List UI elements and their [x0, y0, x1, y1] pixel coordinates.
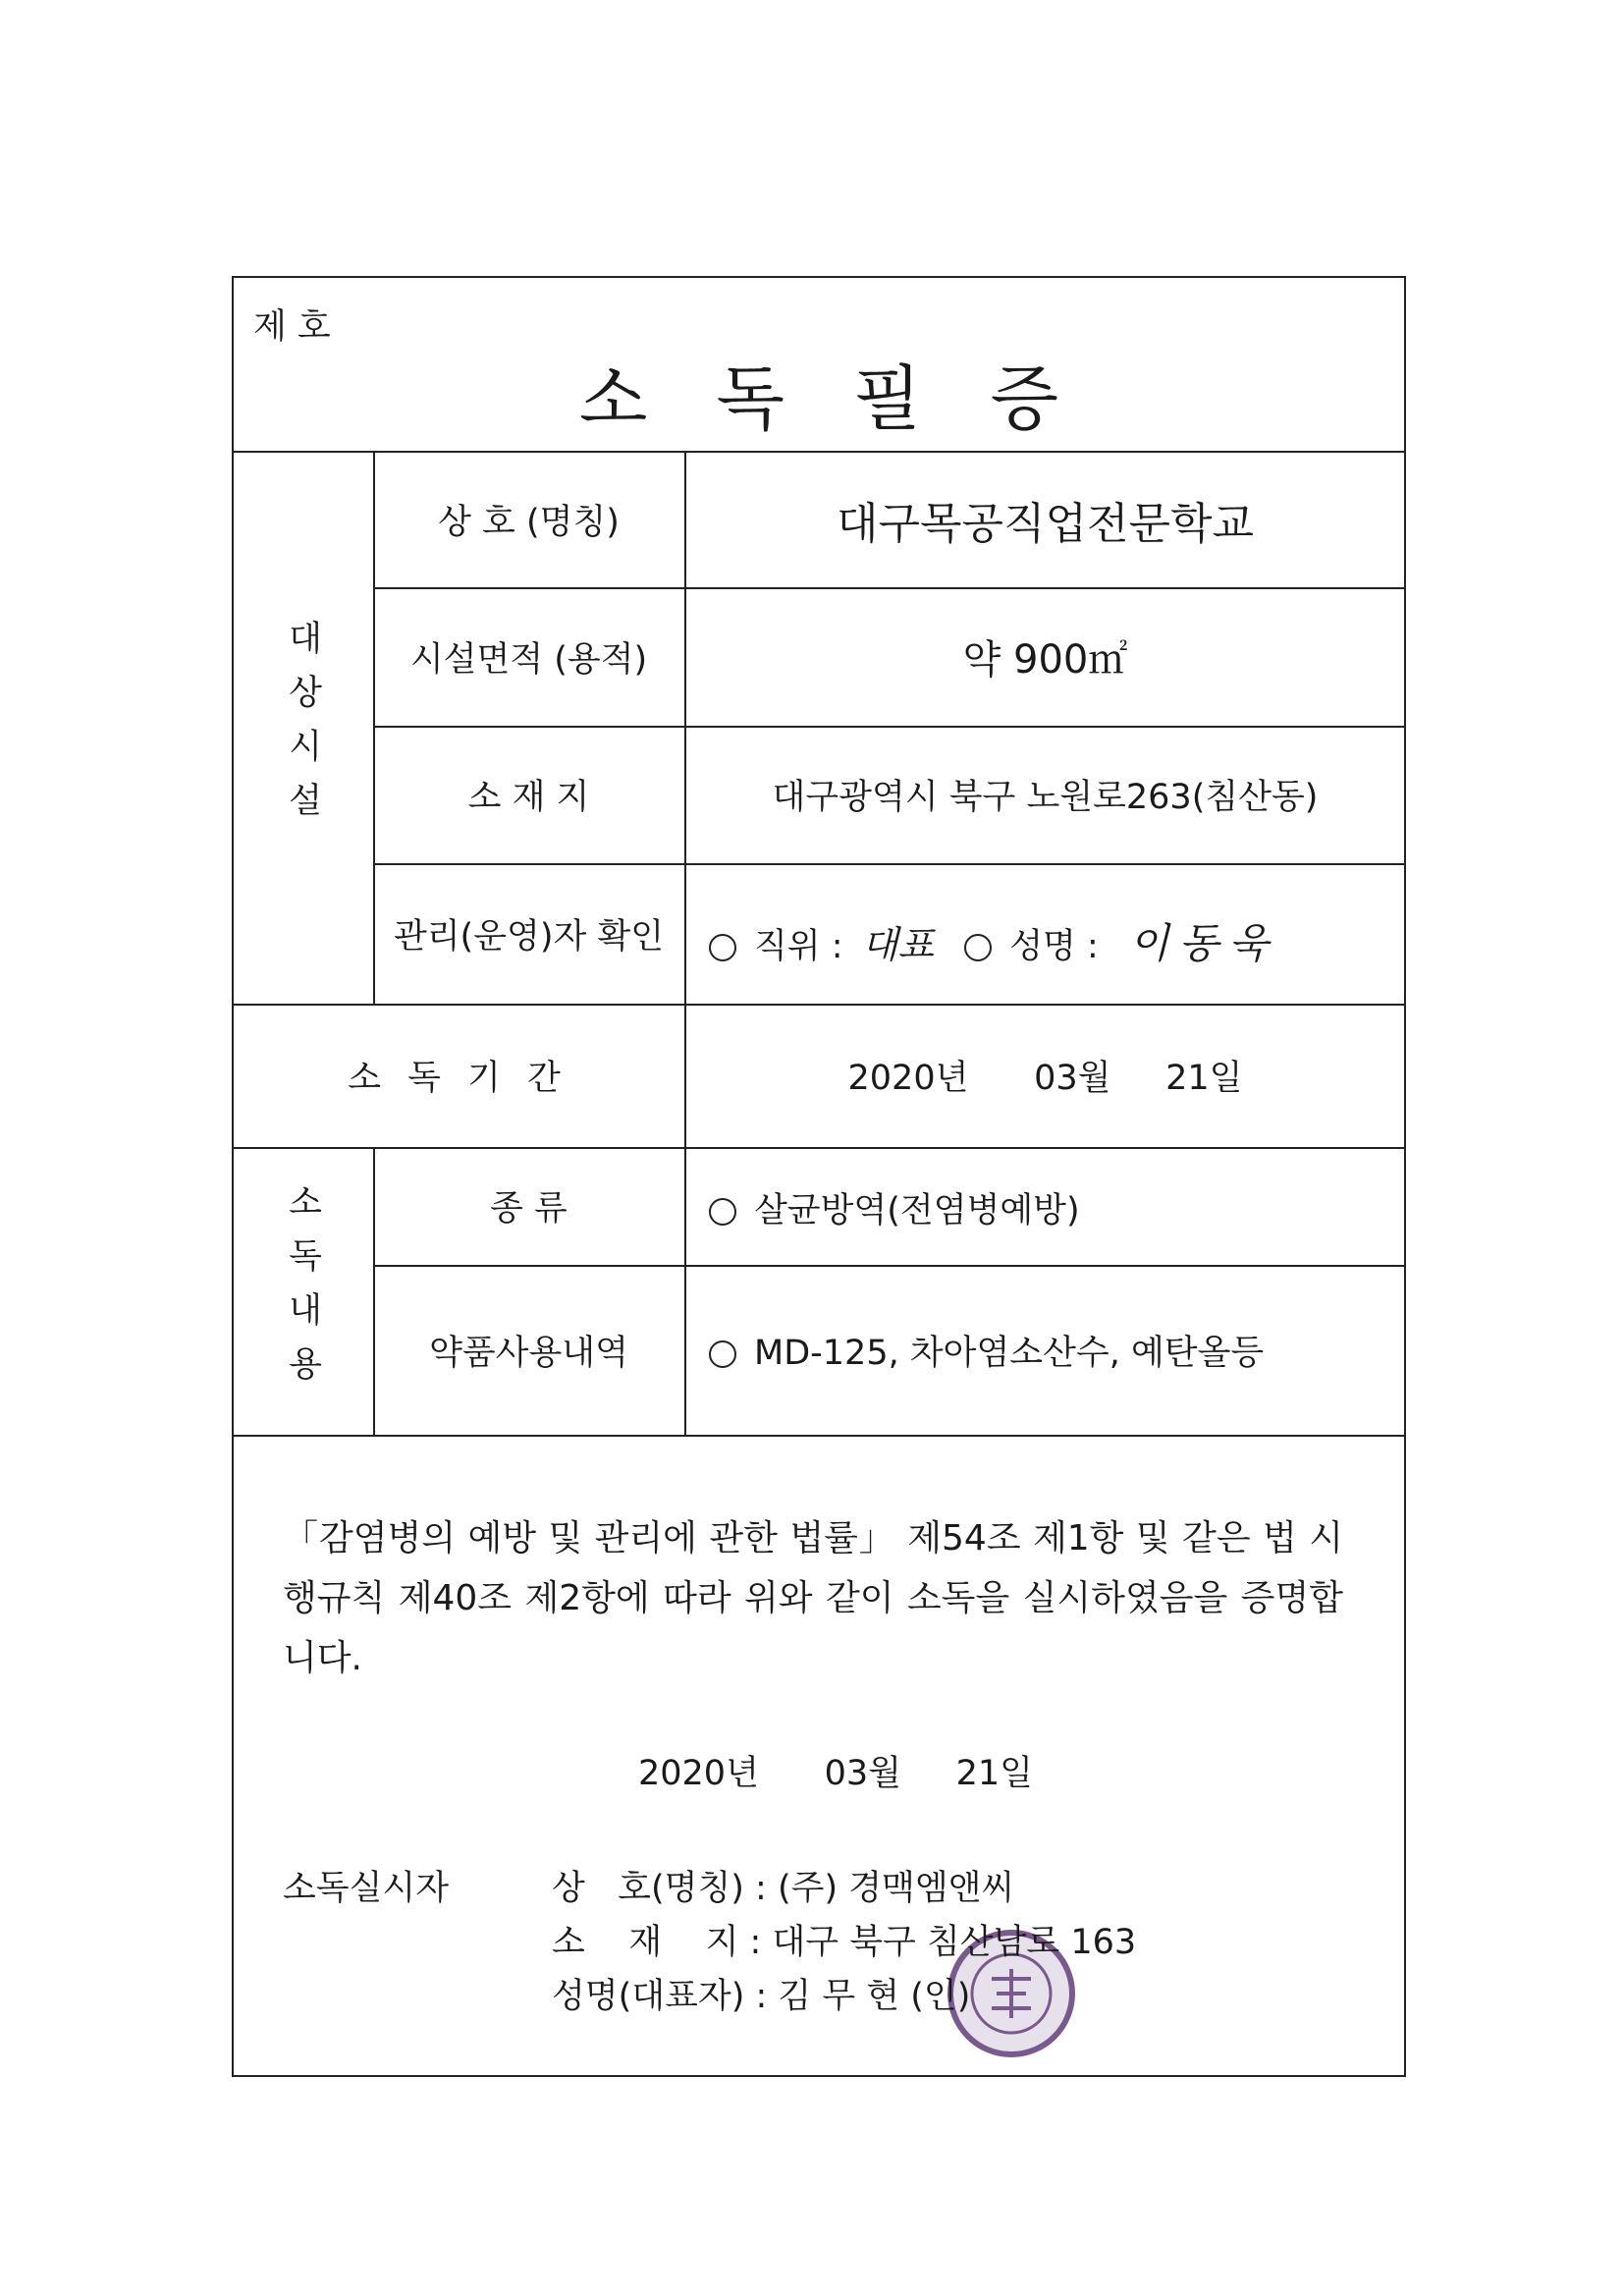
- position-signature: 대표: [861, 923, 935, 966]
- checkbox-circle-icon: [709, 1198, 736, 1226]
- type-value: 살균방역(전염병예방): [709, 1183, 1080, 1232]
- manager-confirm-value: 직위 : 대표 성명 : 이동욱: [709, 911, 1278, 970]
- operator-representative: 성명(대표자) : 김 무 현 (인): [552, 1977, 971, 2016]
- facility-area-label: 시설면적 (용적): [409, 639, 648, 680]
- business-name-label: 상 호 (명칭): [438, 502, 620, 542]
- operator-company: 상 호(명칭) : (주) 경맥엠앤씨: [552, 1869, 1015, 1908]
- chemicals-label: 약품사용내역: [429, 1333, 628, 1373]
- location-label: 소 재 지: [467, 778, 590, 817]
- issue-date: 2020년 03월 21일: [638, 1754, 1033, 1793]
- checkbox-circle-icon: [964, 934, 992, 961]
- period-value: 2020년 03월 21일: [847, 1059, 1243, 1098]
- divider: [232, 1435, 1406, 1437]
- location-value: 대구광역시 북구 노원로263(침산동): [772, 778, 1319, 817]
- content-group-label: 소독내용: [283, 1182, 322, 1399]
- manager-confirm-label: 관리(운영)자 확인: [393, 916, 665, 957]
- business-name-value: 대구목공직업전문학교: [836, 498, 1255, 549]
- statement-text: 「감염병의 예방 및 관리에 관한 법률」 제54조 제1항 및 같은 법 시행규칙 제40조 제2항에 따라 위와 같이 소독을 실시하였음을 증명합니다.: [283, 1518, 1343, 1678]
- checkbox-circle-icon: [709, 1340, 736, 1368]
- operator-label: 소독실시자: [283, 1869, 450, 1908]
- name-signature: 이동욱: [1128, 919, 1278, 967]
- page-title: 소독필증: [578, 357, 1128, 440]
- period-label: 소 독 기 간: [348, 1059, 568, 1098]
- chemicals-value: MD-125, 차아염소산수, 예탄올등: [709, 1326, 1264, 1375]
- target-facility-group-label: 대상시설: [283, 619, 322, 836]
- type-label: 종 류: [490, 1189, 568, 1229]
- number-label: 제 호: [253, 307, 331, 347]
- checkbox-circle-icon: [709, 934, 736, 961]
- facility-area-value: 약 900㎡: [962, 637, 1128, 683]
- operator-address: 소 재 지 : 대구 북구 침산남로 163: [552, 1923, 1137, 1962]
